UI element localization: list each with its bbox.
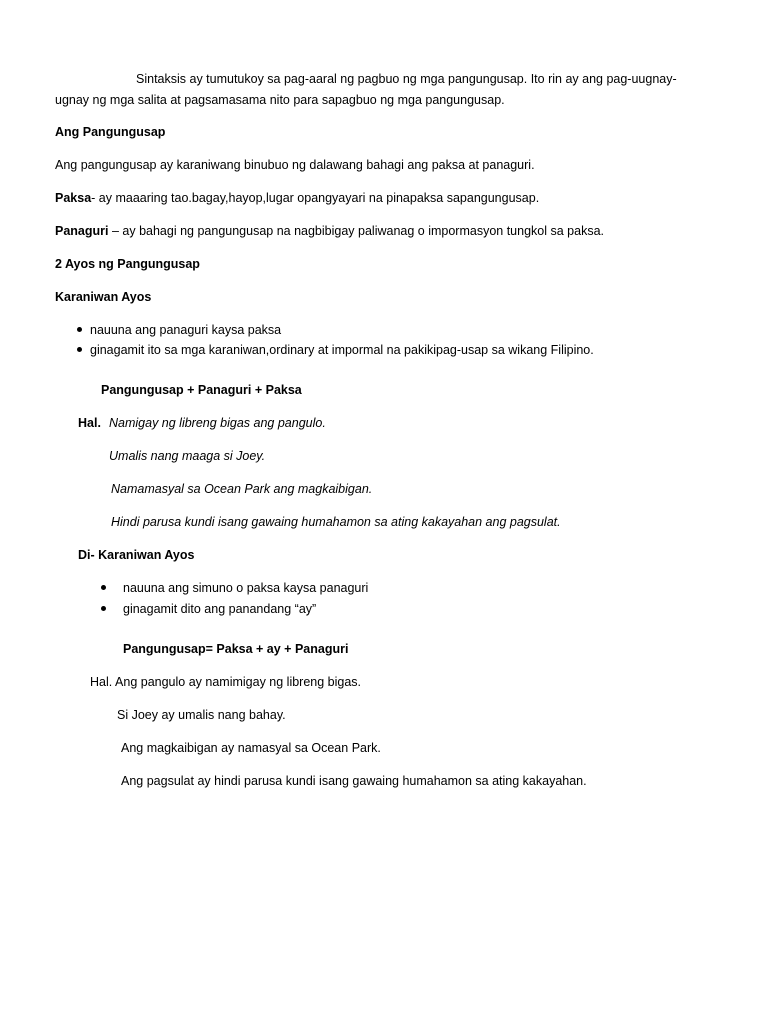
di-karaniwan-bullet-1: nauuna ang simuno o paksa kaysa panaguri	[123, 581, 369, 595]
panaguri-term: Panaguri	[55, 224, 109, 238]
di-karaniwan-example-1: Ang pangulo ay namimigay ng libreng bigas.	[115, 675, 362, 689]
bullet-icon	[101, 606, 106, 611]
karaniwan-hal-label: Hal.	[78, 416, 101, 430]
di-karaniwan-example-4: Ang pagsulat ay hindi parusa kundi isang gawaing humahamon sa ating kakayahan.	[121, 774, 587, 788]
intro-line-1: Sintaksis ay tumutukoy sa pag-aaral ng pagbuo ng mga pangungusap. Ito rin ay ang pag-uugnay-	[136, 72, 677, 86]
bullet-icon	[77, 347, 82, 352]
panaguri-text: – ay bahagi ng pangungusap na nagbibigay paliwanag o impormasyon tungkol sa paksa.	[108, 224, 604, 238]
di-karaniwan-example-line-1	[90, 674, 361, 690]
karaniwan-bullet-1: nauuna ang panaguri kaysa paksa	[90, 323, 282, 337]
di-karaniwan-formula: Pangungusap= Paksa + ay + Panaguri	[123, 642, 349, 656]
karaniwan-formula: Pangungusap + Panaguri + Paksa	[101, 383, 302, 397]
karaniwan-example-1: Namigay ng libreng bigas ang pangulo.	[109, 416, 326, 430]
karaniwan-example-3: Namamasyal sa Ocean Park ang magkaibigan.	[111, 482, 373, 496]
karaniwan-heading: Karaniwan Ayos	[55, 290, 152, 304]
panaguri-definition	[55, 223, 604, 239]
di-karaniwan-heading: Di- Karaniwan Ayos	[78, 548, 195, 562]
section-heading-ayos: 2 Ayos ng Pangungusap	[55, 257, 200, 271]
karaniwan-bullet-2: ginagamit ito sa mga karaniwan,ordinary at impormal na pakikipag-usap sa wikang Filipino.	[90, 343, 594, 357]
paksa-text: - ay maaaring tao.bagay,hayop,lugar opangyayari na pinapaksa sapangungusap.	[91, 191, 540, 205]
di-karaniwan-example-2: Si Joey ay umalis nang bahay.	[117, 708, 286, 722]
paksa-definition	[55, 190, 539, 206]
di-karaniwan-hal-label: Hal.	[90, 675, 113, 689]
karaniwan-example-2: Umalis nang maaga si Joey.	[109, 449, 266, 463]
karaniwan-example-4: Hindi parusa kundi isang gawaing humahamon sa ating kakayahan ang pagsulat.	[111, 515, 561, 529]
intro-line-2: ugnay ng mga salita at pagsamasama nito para sapagbuo ng mga pangungusap.	[55, 93, 505, 107]
di-karaniwan-bullet-2: ginagamit dito ang panandang “ay”	[123, 602, 317, 616]
pangungusap-definition: Ang pangungusap ay karaniwang binubuo ng dalawang bahagi ang paksa at panaguri.	[55, 158, 535, 172]
bullet-icon	[101, 585, 106, 590]
paksa-term: Paksa	[55, 191, 92, 205]
bullet-icon	[77, 327, 82, 332]
section-heading-pangungusap: Ang Pangungusap	[55, 125, 166, 139]
di-karaniwan-example-3: Ang magkaibigan ay namasyal sa Ocean Park.	[121, 741, 381, 755]
